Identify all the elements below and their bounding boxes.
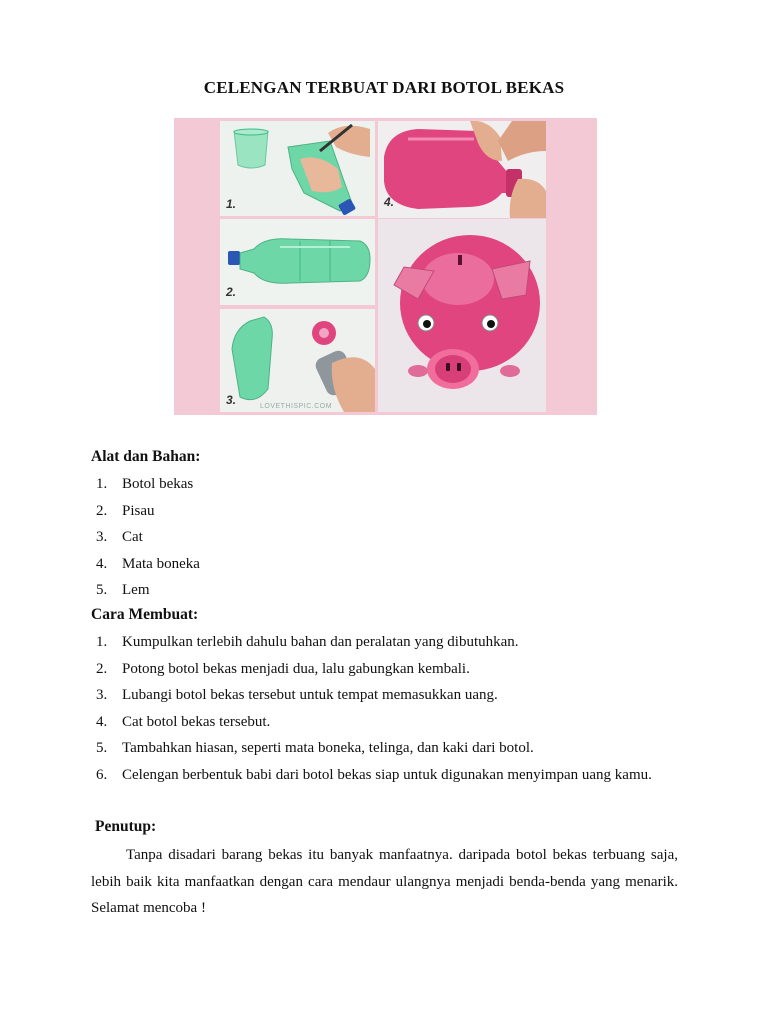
alat-bahan-heading: Alat dan Bahan: [91, 448, 201, 465]
finished-piggy-bank-photo [378, 219, 546, 412]
list-item: 6. Celengan berbentuk babi dari botol bekas siap untuk digunakan menyimpan uang kamu. [96, 766, 652, 783]
bottle-cutting-illustration [220, 121, 375, 216]
list-item: 3. Lubangi botol bekas tersebut untuk tempat memasukkan uang. [96, 687, 498, 703]
list-item: 4. Mata boneka [96, 555, 200, 572]
cara-membuat-heading: Cara Membuat: [91, 606, 199, 623]
step-1-photo [220, 121, 375, 216]
list-item: 4. Cat botol bekas tersebut. [96, 713, 271, 730]
watermark: LOVETHISPIC.COM [260, 403, 333, 410]
list-item: 5. Lem [96, 582, 150, 598]
step-1-label: 1. [226, 197, 237, 211]
step-3-photo [220, 309, 375, 412]
alat-bahan-list [96, 471, 200, 604]
penutup-heading: Penutup: [95, 818, 157, 835]
list-item: 2. Potong botol bekas menjadi dua, lalu gabungkan kembali. [96, 660, 470, 677]
step-4-label: 4. [384, 195, 395, 209]
penutup-paragraph: Tanpa disadari barang bekas itu banyak manfaatnya. daripada botol bekas terbuang saja, lebih baik kita manfaatkan dengan cara mendaur ulangnya menjadi benda-benda yang menarik. Selamat mencoba ! [91, 847, 678, 916]
green-bottle-illustration [220, 219, 375, 305]
pink-bottle-illustration [378, 121, 546, 218]
list-item: 1. Botol bekas [96, 476, 194, 492]
list-item: 1. Kumpulkan terlebih dahulu bahan dan peralatan yang dibutuhkan. [96, 634, 519, 650]
step-2-label: 2. [226, 285, 237, 299]
coin-slot [458, 255, 462, 265]
tutorial-photo-collage [174, 118, 597, 415]
document-title: CELENGAN TERBUAT DARI BOTOL BEKAS [203, 78, 565, 97]
spray-paint-illustration [220, 309, 375, 412]
step-2-photo [220, 219, 375, 305]
step-3-label: 3. [226, 393, 237, 407]
step-4-photo [378, 121, 546, 218]
list-item: 3. Cat [96, 529, 143, 545]
cara-membuat-list [96, 629, 678, 788]
list-item: 2. Pisau [96, 502, 155, 519]
piggy-bank-illustration [378, 219, 546, 412]
list-item: 5. Tambahkan hiasan, seperti mata boneka, telinga, dan kaki dari botol. [96, 740, 534, 756]
